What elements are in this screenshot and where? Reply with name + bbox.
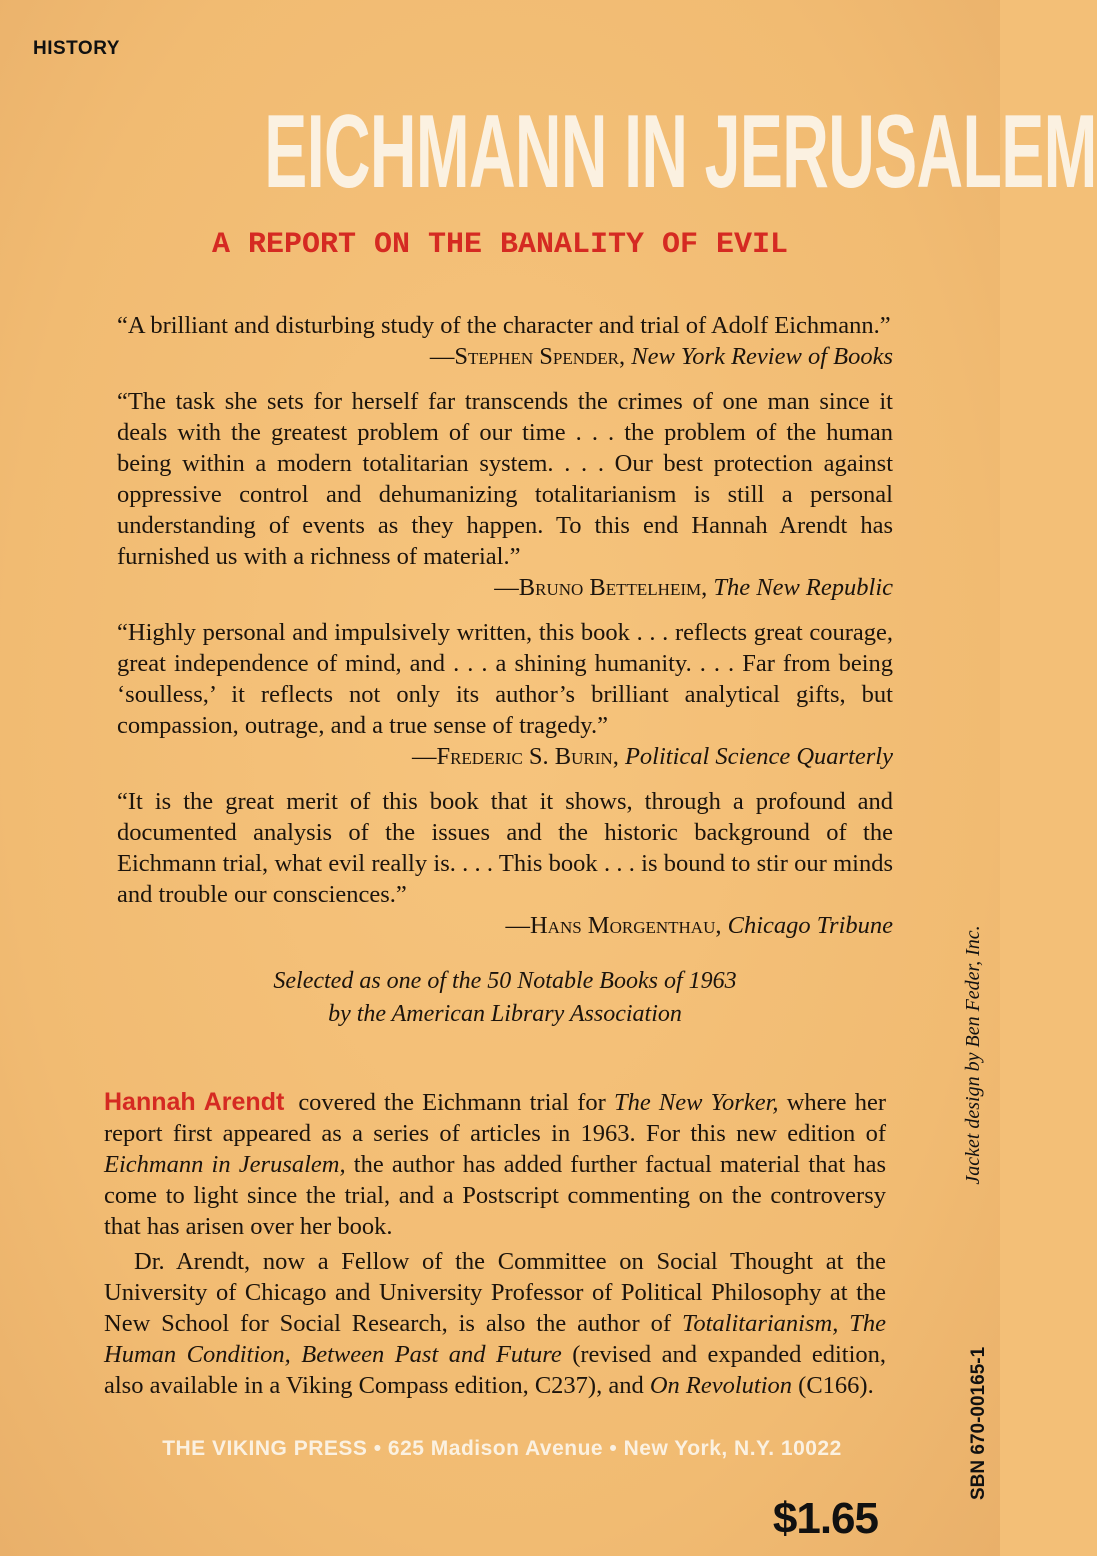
reviews-section [117, 310, 893, 955]
price: $1.65 [772, 1494, 878, 1543]
other-works: Totalitarianism, The Human Condition, Between Past and Future [104, 1310, 886, 1368]
notable-line-1: Selected as one of the 50 Notable Books of 1963 [273, 968, 737, 994]
book-subtitle: A REPORT ON THE BANALITY OF EVIL [211, 228, 789, 262]
review-author: Hans Morgenthau [529, 912, 716, 939]
magazine-title: The New Yorker, [614, 1089, 779, 1116]
bio-text: where her report first appeared as a series of articles in 1963. For this new edition of [104, 1089, 886, 1147]
genre-label: HISTORY [33, 38, 120, 59]
review-quote: “It is the great merit of this book that it shows, through a profound and documented analysis of the issues and the historic background of the Eichmann trial, what evil really is. . . . This book . . . is bound to stir our minds and trouble our consciences.” [117, 788, 893, 908]
bio-text: covered the Eichmann trial for [298, 1089, 614, 1116]
review-author: Stephen Spender [454, 343, 619, 370]
review-1 [117, 310, 893, 372]
review-attribution: —Stephen Spender, New York Review of Books [429, 343, 893, 370]
sbn-number: SBN 670-00165-1 [968, 1346, 989, 1500]
review-attribution: —Frederic S. Burin, Political Science Quarterly [411, 743, 893, 770]
notable-line-2: by the American Library Association [328, 1001, 682, 1027]
bio-paragraph-2 [104, 1246, 886, 1401]
author-bio [104, 1087, 886, 1401]
review-author: Frederic S. Burin [436, 743, 613, 770]
review-attribution: —Bruno Bettelheim, The New Republic [494, 574, 893, 601]
bio-text: the author has added further factual material that has come to light since the trial, and a Postscript commenting on the controversy that has arisen over her book. [104, 1151, 886, 1240]
author-name: Hannah Arendt [104, 1088, 285, 1116]
review-source: New York Review of Books [631, 343, 893, 370]
bio-text: (C166). [792, 1372, 874, 1399]
review-author: Bruno Bettelheim [518, 574, 702, 601]
bio-text: (revised and expanded edition, also available in a Viking Compass edition, C237), and [104, 1341, 886, 1399]
notable-books-note [117, 965, 893, 1031]
bio-text: Dr. Arendt, now a Fellow of the Committee on Social Thought at the University of Chicago and University Professor of Political Philosophy at the New School for Social Research, is also the author of [104, 1248, 886, 1337]
review-source: The New Republic [713, 574, 893, 601]
book-title-ref: Eichmann in Jerusalem, [104, 1151, 346, 1178]
review-quote: “Highly personal and impulsively written, this book . . . reflects great courage, great independence of mind, and . . . a shining humanity. . . . Far from being ‘soulless,’ it reflects not only its author’s brilliant analytical gifts, but compassion, outrage, and a true sense of tragedy.” [117, 619, 893, 739]
other-work: On Revolution [649, 1372, 793, 1399]
review-quote: “A brilliant and disturbing study of the character and trial of Adolf Eichmann.” [117, 312, 891, 339]
review-4 [117, 786, 893, 941]
book-title: EICHMANN IN JERUSALEM [264, 94, 1097, 210]
bio-paragraph-1 [104, 1087, 886, 1242]
review-source: Chicago Tribune [727, 912, 893, 939]
jacket-design-credit: Jacket design by Ben Feder, Inc. [962, 925, 984, 1185]
review-source: Political Science Quarterly [624, 743, 893, 770]
review-attribution: —Hans Morgenthau, Chicago Tribune [505, 912, 893, 939]
publisher-line: THE VIKING PRESS • 625 Madison Avenue • New York, N.Y. 10022 [162, 1437, 842, 1460]
review-3 [117, 617, 893, 772]
review-2 [117, 386, 893, 603]
review-quote: “The task she sets for herself far transcends the crimes of one man since it deals with the greatest problem of our time . . . the problem of the human being within a modern totalitarian system. . . . Our best protection against oppressive control and dehumanizing totalitarianism is still a personal understanding of events as they happen. To this end Hannah Arendt has furnished us with a richness of material.” [117, 388, 893, 570]
